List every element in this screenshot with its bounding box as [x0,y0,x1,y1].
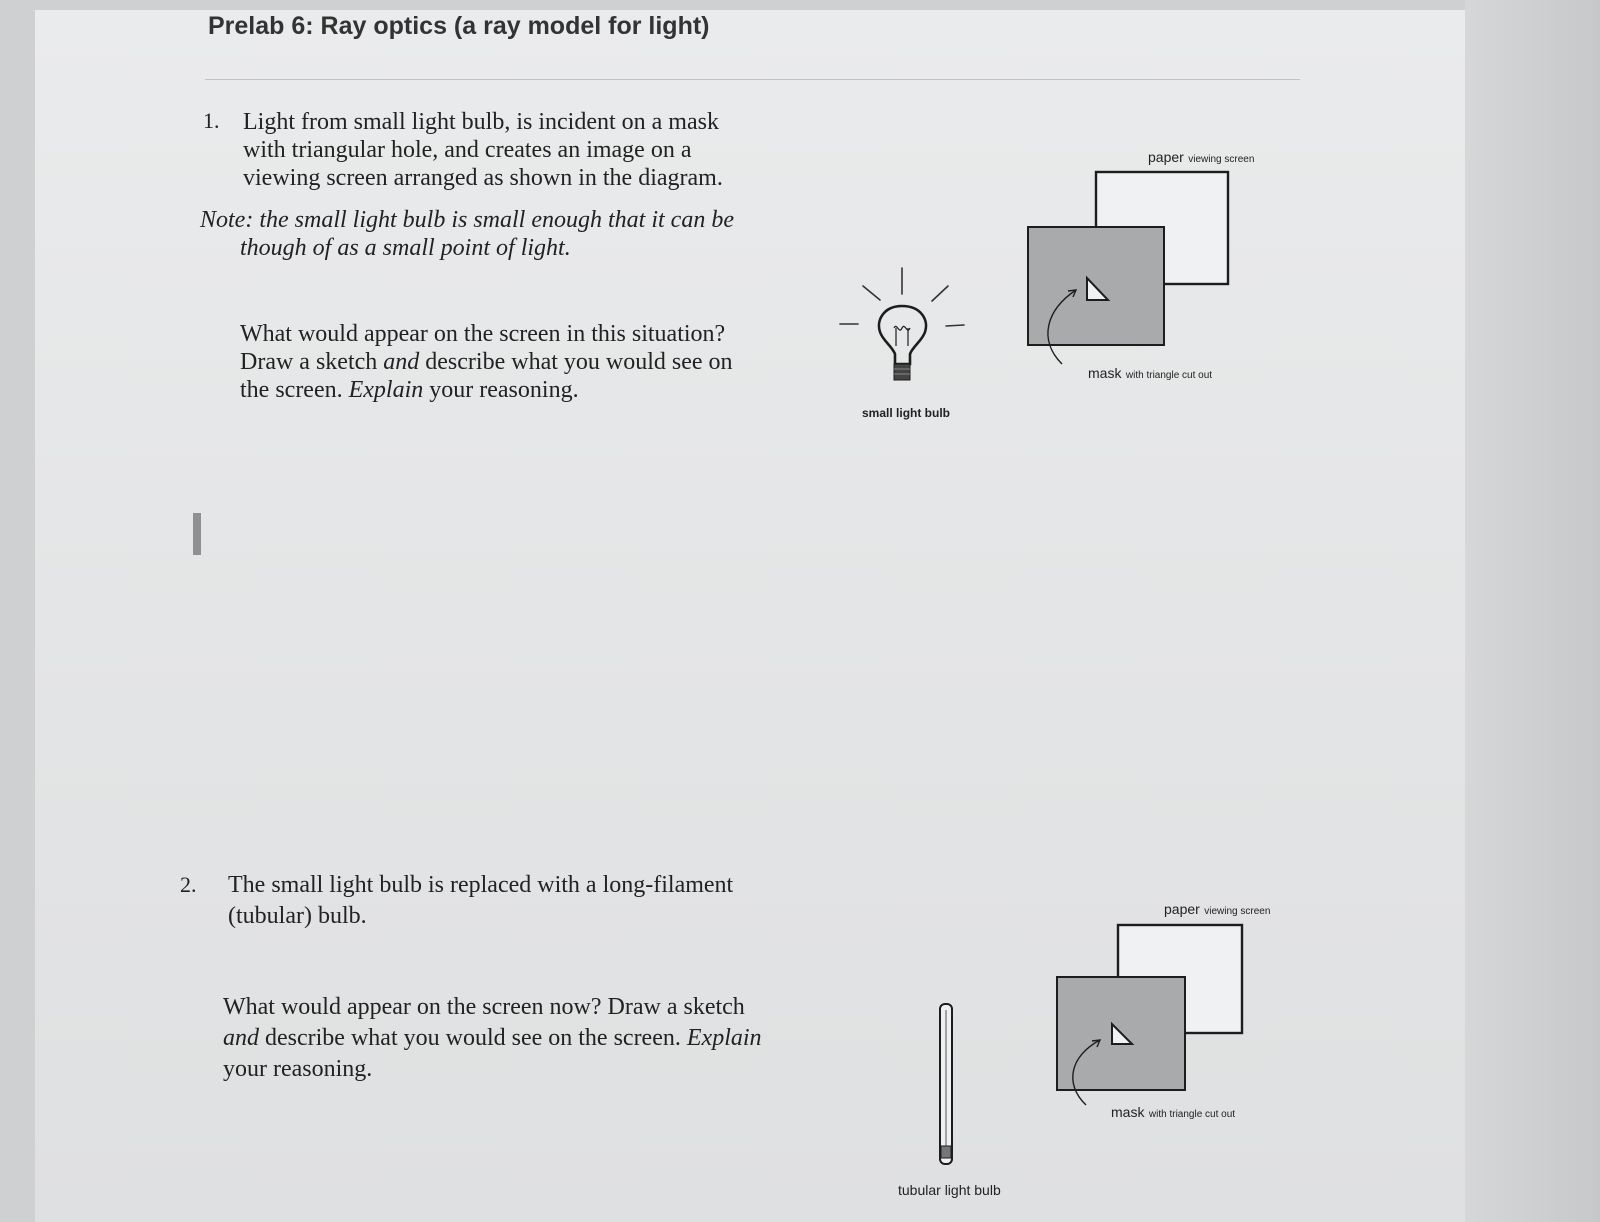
question-1-intro-line: with triangular hole, and creates an image on a [243,137,692,163]
paper-screen-label: paper viewing screen [1148,149,1255,165]
tubular-bulb-icon [940,1004,952,1164]
note-line: Note: the small light bulb is small enough that it can be [200,207,734,233]
question-1-note [200,206,734,262]
question-1-prompt [240,320,733,404]
question-1-diagram [840,150,1280,430]
question-2-intro-line: (tubular) bulb. [228,903,367,929]
prompt-line: What would appear on the screen in this situation? [240,321,726,347]
bulb-label: small light bulb [862,406,951,420]
bulb-label: tubular light bulb [898,1182,1001,1198]
question-1-intro-line: viewing screen arranged as shown in the diagram. [243,165,723,191]
bulb-rays [840,268,964,326]
question-2-intro [228,870,733,932]
title-divider [205,79,1300,80]
question-1-intro [243,108,723,192]
prompt-line: Draw a sketch and describe what you would see on [240,349,733,375]
light-bulb-icon [879,306,926,380]
question-2-diagram [930,900,1290,1180]
prompt-line: What would appear on the screen now? Draw a sketch [223,994,745,1020]
prompt-line: and describe what you would see on the screen. Explain [223,1025,762,1051]
question-1-number: 1. [203,108,220,133]
background-edge [1465,0,1600,1222]
prompt-line: your reasoning. [223,1056,373,1082]
prompt-line: the screen. Explain your reasoning. [240,377,579,403]
question-2-number: 2. [180,872,197,897]
paper-screen-label: paper viewing screen [1164,901,1271,917]
question-2-prompt [223,992,762,1085]
text-cursor [193,513,201,555]
question-1-intro-line: Light from small light bulb, is incident on a mask [243,109,719,135]
question-2-intro-line: The small light bulb is replaced with a long-filament [228,872,734,898]
note-line: though of as a small point of light. [240,235,571,261]
mask-label: mask with triangle cut out [1088,365,1213,381]
page-title: Prelab 6: Ray optics (a ray model for light) [208,12,710,40]
mask-label: mask with triangle cut out [1111,1104,1236,1120]
